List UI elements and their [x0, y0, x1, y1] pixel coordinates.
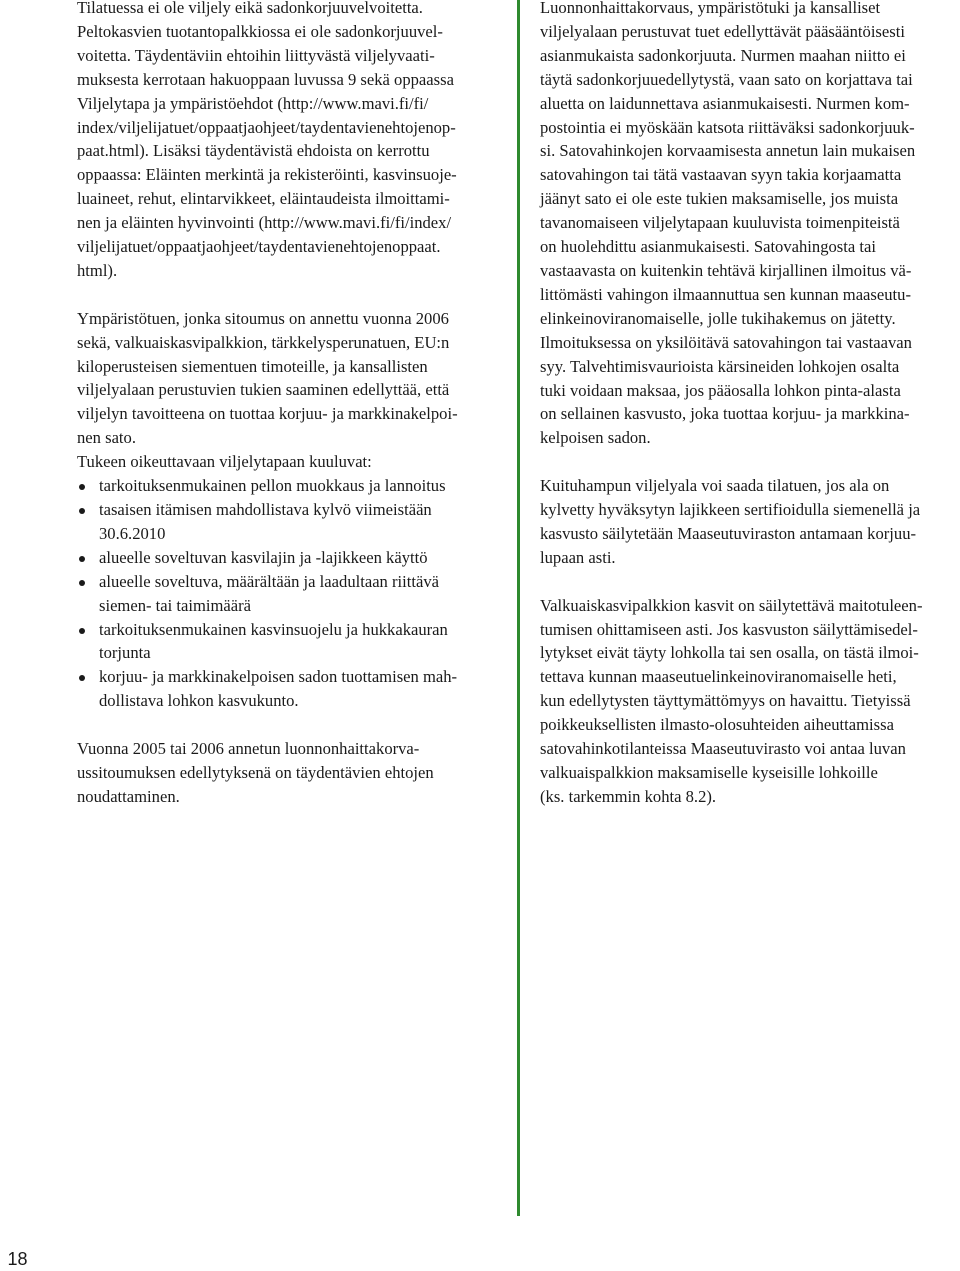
- text-line: viljelyalaan perustuvat tuet edellyttävät pääsääntöisesti: [540, 21, 905, 41]
- list-item: [77, 474, 497, 498]
- list-item-text: tarkoituksenmukainen kasvinsuojelu ja hukkakauran: [99, 619, 448, 639]
- list-item-text: tarkoituksenmukainen pellon muokkaus ja lannoitus: [99, 476, 446, 496]
- text-line: poikkeuksellisten ilmasto-olosuhteiden aiheuttamissa: [540, 715, 894, 735]
- list-item: [77, 665, 497, 713]
- text-line: littömästi vahingon ilmaannuttua sen kunnan maaseutu-: [540, 284, 911, 304]
- text-line: on sellainen kasvusto, joka tuottaa korjuu- ja markkina-: [540, 404, 910, 424]
- text-line: luaineet, rehut, elintarvikkeet, eläintaudeista ilmoittami-: [77, 189, 450, 209]
- paragraph-gap: [540, 570, 960, 594]
- list-item-text: dollistava lohkon kasvukunto.: [99, 691, 299, 711]
- left-column: [77, 0, 497, 809]
- text-line: Vuonna 2005 tai 2006 annetun luonnonhaittakorva-: [77, 739, 420, 759]
- text-line: aluetta on laidunnettava asianmukaisesti. Nurmen kom-: [540, 93, 910, 113]
- text-line: on huolehdittu asianmukaisesti. Satovahingosta tai: [540, 237, 876, 257]
- bullet-icon: [79, 675, 85, 681]
- bullet-icon: [79, 556, 85, 562]
- list-item: [77, 570, 497, 618]
- bullet-icon: [79, 628, 85, 634]
- text-line: (ks. tarkemmin kohta 8.2).: [540, 786, 717, 806]
- text-line: nen ja eläinten hyvinvointi (http://www.mavi.fi/fi/index/: [77, 213, 452, 233]
- text-line: viljelyalaan perustuvien tukien saaminen edellyttää, että: [77, 380, 450, 400]
- text-line: jäänyt sato ei ole este tukien maksamiselle, jos muista: [540, 189, 899, 209]
- list-item-text: alueelle soveltuvan kasvilajin ja -lajikkeen käyttö: [99, 547, 428, 567]
- text-line: index/viljelijatuet/oppaatjaohjeet/taydentavienehtojenop-: [77, 117, 456, 137]
- text-line: tuki voidaan maksaa, jos pääosalla lohkon pinta-alasta: [540, 380, 901, 400]
- text-line: Ilmoituksessa on yksilöitävä satovahingon tai vastaavan: [540, 332, 912, 352]
- list-item-text: alueelle soveltuva, määrältään ja laadultaan riittävä: [99, 571, 440, 591]
- text-line: html).: [77, 260, 118, 280]
- text-line: voitetta. Täydentäviin ehtoihin liittyvästä viljelyvaati-: [77, 45, 435, 65]
- requirements-list: [77, 474, 497, 713]
- text-line: syy. Talvehtimisvaurioista kärsineiden lohkojen osalta: [540, 356, 900, 376]
- text-line: Kuituhampun viljelyala voi saada tilatuen, jos ala on: [540, 476, 890, 496]
- text-line: kelpoisen sadon.: [540, 428, 651, 448]
- text-line: lytykset eivät täyty lohkolla tai sen osalla, on tästä ilmoi-: [540, 643, 919, 663]
- bullet-icon: [79, 484, 85, 490]
- right-paragraph-2: [540, 474, 960, 570]
- text-line: vastaavasta on kuitenkin tehtävä kirjallinen ilmoitus vä-: [540, 260, 912, 280]
- text-line: valkuaispalkkion maksamiselle kyseisille lohkoille: [540, 762, 878, 782]
- list-item: [77, 498, 497, 546]
- text-line: tumisen ohittamiseen asti. Jos kasvuston säilyttämisedel-: [540, 619, 918, 639]
- right-paragraph-3: [540, 594, 960, 809]
- text-line: postointia ei myöskään katsota riittäväksi sadonkorjuuk-: [540, 117, 915, 137]
- text-line: noudattaminen.: [77, 786, 180, 806]
- list-item-text: torjunta: [99, 643, 151, 663]
- text-line: oppaassa: Eläinten merkintä ja rekisteröinti, kasvinsuoje-: [77, 165, 457, 185]
- left-paragraph-3: [77, 737, 497, 809]
- list-item-text: siemen- tai taimimäärä: [99, 595, 252, 615]
- left-paragraph-2: [77, 307, 497, 450]
- text-line: kun edellytysten täyttymättömyys on havaittu. Tietyissä: [540, 691, 911, 711]
- text-line: Peltokasvien tuotantopalkkiossa ei ole sadonkorjuuvel-: [77, 21, 443, 41]
- text-line: viljelijatuet/oppaatjaohjeet/taydentavienehtojenoppaat.: [77, 237, 441, 257]
- right-column: [540, 0, 960, 809]
- text-line: nen sato.: [77, 428, 136, 448]
- bullet-icon: [79, 508, 85, 514]
- text-line: Tilatuessa ei ole viljely eikä sadonkorjuuvelvoitetta.: [77, 0, 423, 17]
- text-line: Viljelytapa ja ympäristöehdot (http://www.mavi.fi/fi/: [77, 93, 429, 113]
- list-item-text: 30.6.2010: [99, 523, 166, 543]
- text-line: Ympäristötuen, jonka sitoumus on annettu vuonna 2006: [77, 308, 449, 328]
- paragraph-gap: [77, 283, 497, 307]
- text-line: kiloperusteisen siementuen timoteille, ja kansallisten: [77, 356, 428, 376]
- text-line: kylvetty hyväksytyn lajikkeen sertifioidulla siemenellä ja: [540, 500, 921, 520]
- list-item-text: tasaisen itämisen mahdollistava kylvö viimeistään: [99, 500, 432, 520]
- text-line: si. Satovahinkojen korvaamisesta annetun lain mukaisen: [540, 141, 916, 161]
- text-line: lupaan asti.: [540, 547, 616, 567]
- list-intro: Tukeen oikeuttavaan viljelytapaan kuuluvat:: [77, 452, 372, 472]
- text-line: viljelyn tavoitteena on tuottaa korjuu- ja markkinakelpoi-: [77, 404, 458, 424]
- text-line: Luonnonhaittakorvaus, ympäristötuki ja kansalliset: [540, 0, 881, 17]
- text-line: täytä sadonkorjuuedellytystä, vaan sato on korjattava tai: [540, 69, 913, 89]
- list-item: [77, 618, 497, 666]
- column-divider: [517, 0, 520, 1216]
- text-line: paat.html). Lisäksi täydentävistä ehdoista on kerrottu: [77, 141, 430, 161]
- bullet-icon: [79, 580, 85, 586]
- list-item-text: korjuu- ja markkinakelpoisen sadon tuottamisen mah-: [99, 667, 458, 687]
- text-line: sekä, valkuaiskasvipalkkion, tärkkelysperunatuen, EU:n: [77, 332, 450, 352]
- text-line: kasvusto säilytetään Maaseutuviraston antamaan korjuu-: [540, 523, 917, 543]
- text-line: satovahingon tai tätä vastaavan syyn takia korjaamatta: [540, 165, 902, 185]
- text-line: elinkeinoviranomaiselle, jolle tukihakemus on jätetty.: [540, 308, 896, 328]
- right-paragraph-1: [540, 0, 960, 450]
- text-line: Valkuaiskasvipalkkion kasvit on säilytettävä maitotuleen-: [540, 595, 923, 615]
- text-line: tettava kunnan maaseutuelinkeinoviranomaiselle heti,: [540, 667, 897, 687]
- text-line: ussitoumuksen edellytyksenä on täydentävien ehtojen: [77, 762, 434, 782]
- paragraph-gap: [540, 450, 960, 474]
- page-number: 18: [7, 1249, 28, 1269]
- text-line: asianmukaista sadonkorjuuta. Nurmen maahan niitto ei: [540, 45, 906, 65]
- text-line: muksesta kerrotaan hakuoppaan luvussa 9 sekä oppaassa: [77, 69, 454, 89]
- list-item: [77, 546, 497, 570]
- text-line: satovahinkotilanteissa Maaseutuvirasto voi antaa luvan: [540, 739, 906, 759]
- paragraph-gap: [77, 713, 497, 737]
- left-paragraph-1: [77, 0, 497, 283]
- text-line: tavanomaiseen viljelytapaan kuuluvista toimenpiteistä: [540, 213, 900, 233]
